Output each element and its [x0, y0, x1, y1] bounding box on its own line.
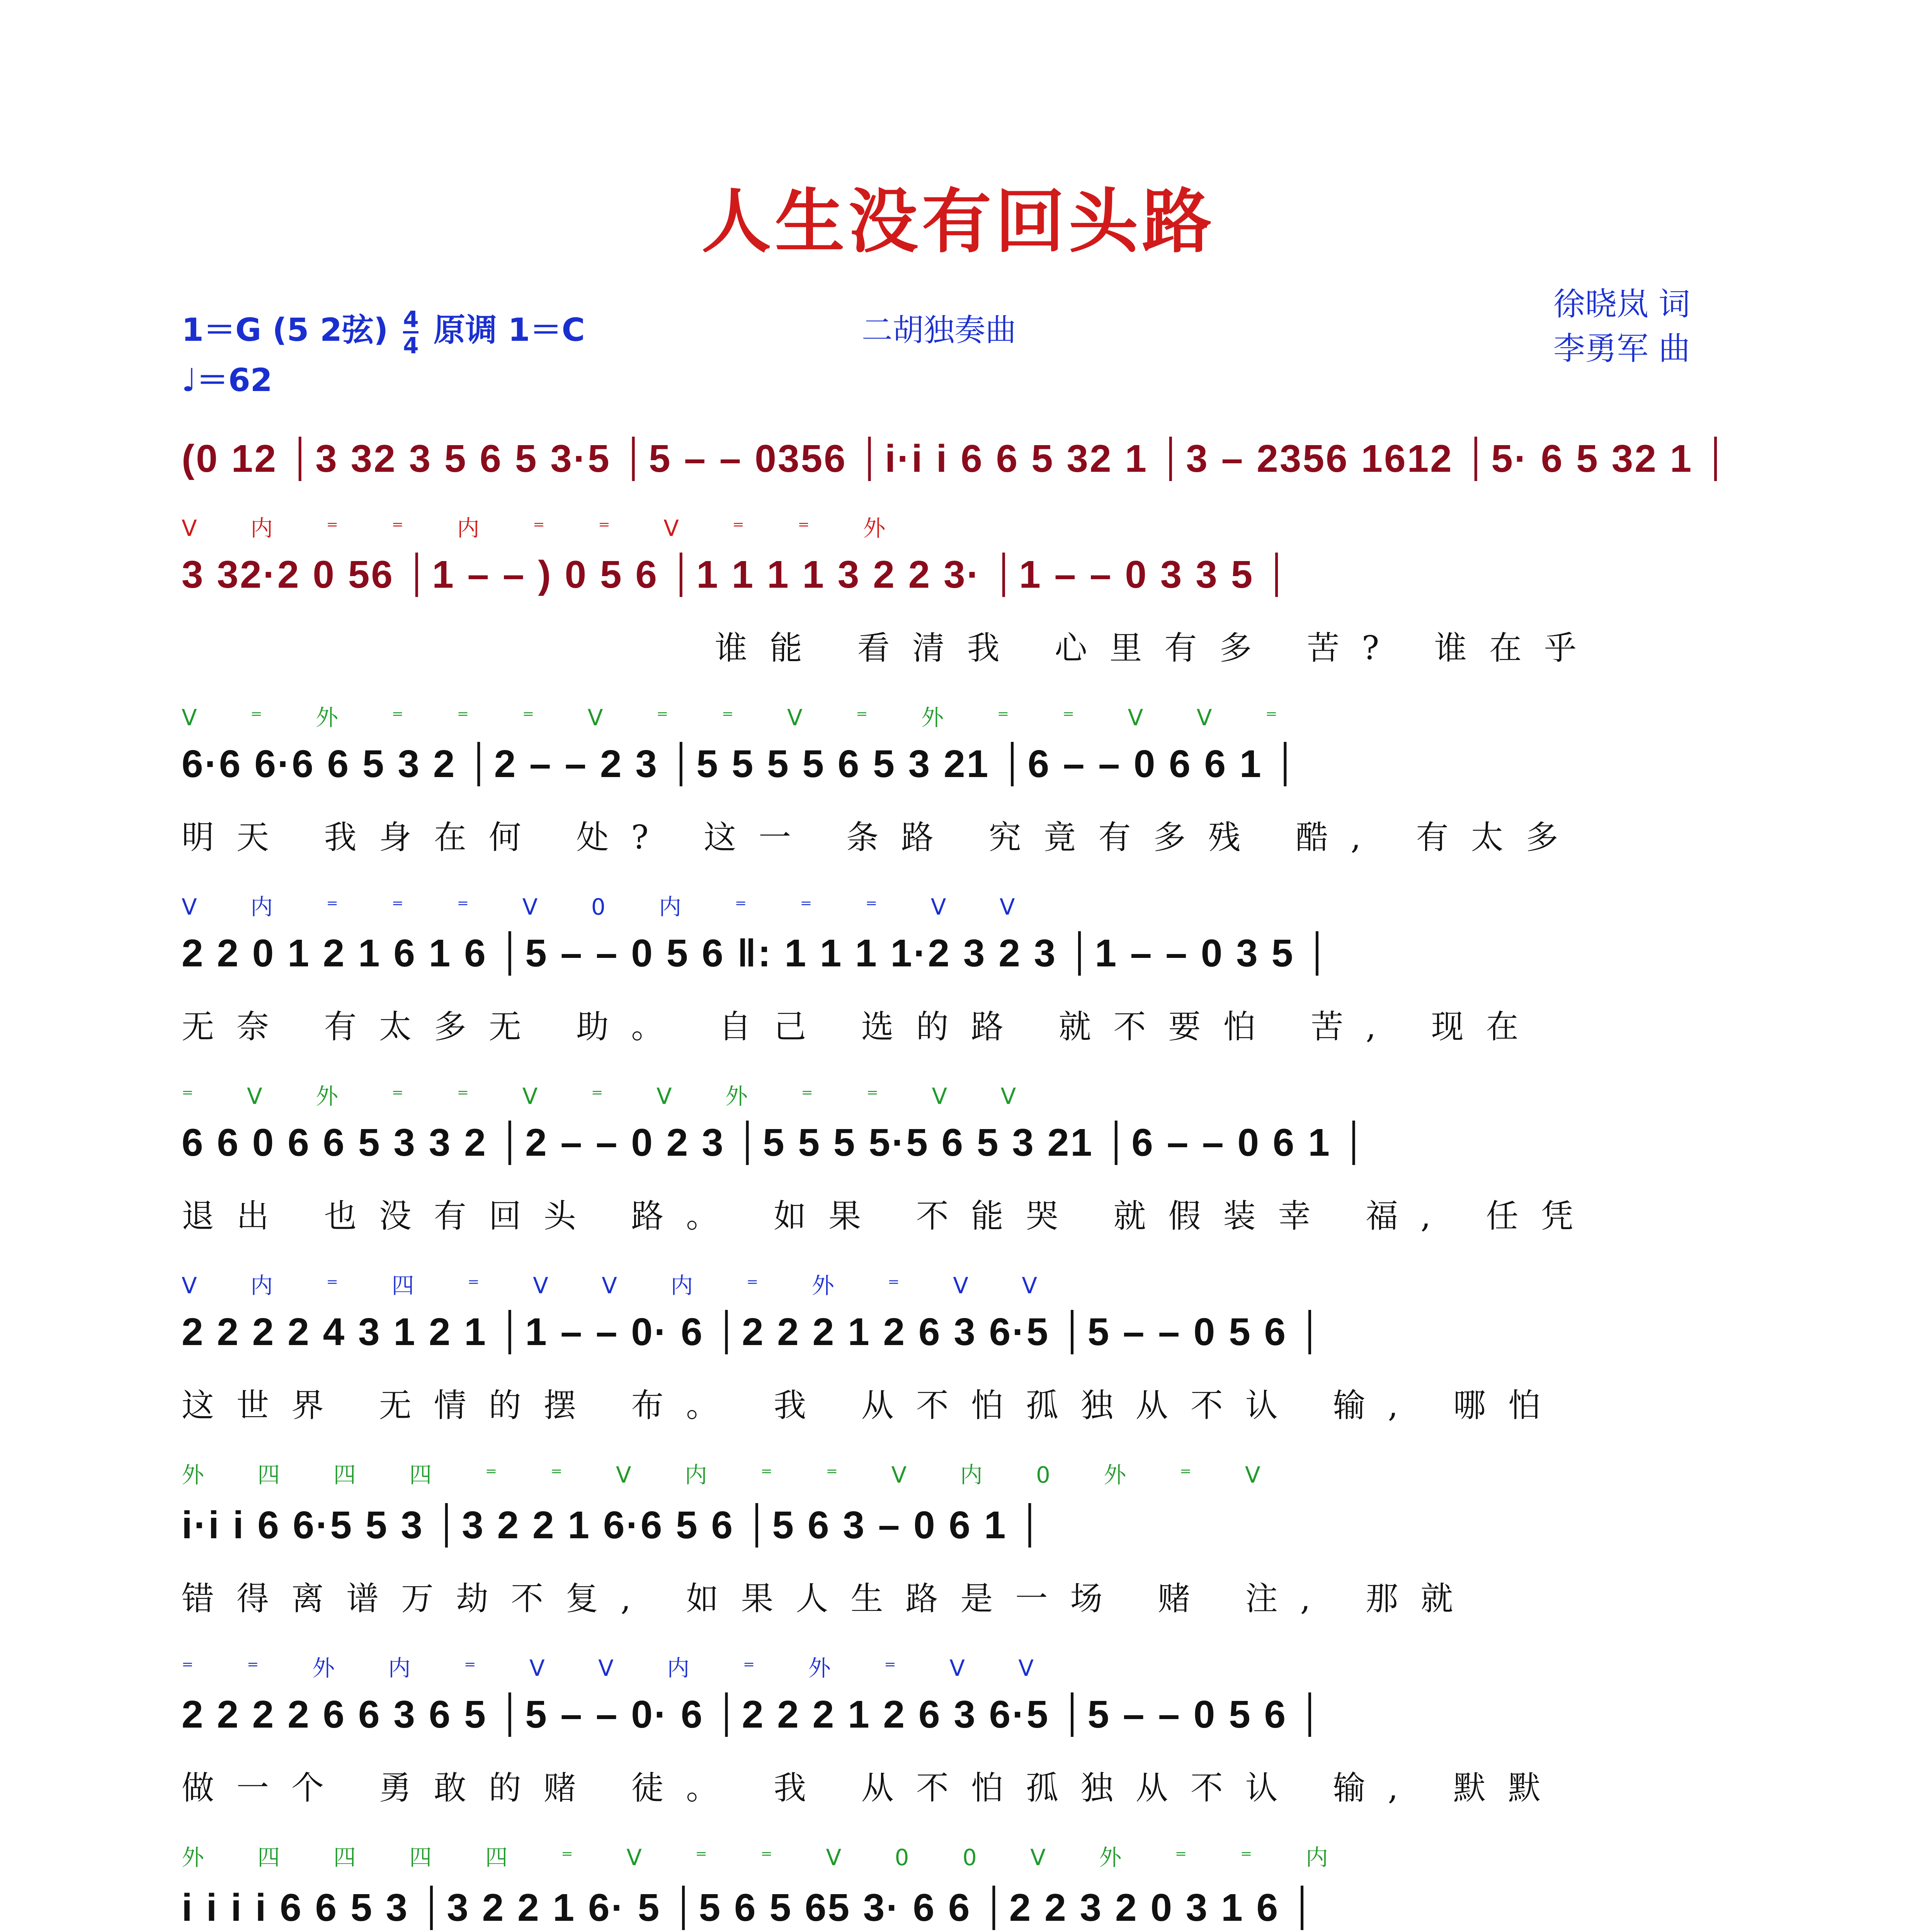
notation-line: i i i i 6 6 5 3 │3 2 2 1 6· 5 │5 6 5 65 3· 6 6 │2 2 3 2 0 3 1 6 │: [182, 1886, 1318, 1929]
notation-line: 6 6 0 6 6 5 3 3 2 │2 – – 0 2 3 │5 5 5 5·5 6 5 3 21 │6 – – 0 6 1 │: [182, 1121, 1369, 1164]
lyricist: 徐晓岚 词: [1553, 286, 1691, 323]
notation-line: 2 2 2 2 6 6 3 6 5 │5 – – 0· 6 │2 2 2 1 2 6 3 6·5 │5 – – 0 5 6 │: [182, 1693, 1325, 1736]
composer: 李勇军 曲: [1553, 330, 1691, 367]
system-9: [182, 1824, 1735, 1932]
credits: [1553, 282, 1690, 371]
lyrics-line: 无奈 有太多无 助。 自己 选的路 就不要怕 苦, 现在: [182, 1008, 1541, 1046]
bowing-marks: V 内 ⁼ ⁼ 内 ⁼ ⁼ V ⁼ ⁼ 外: [182, 515, 909, 541]
bowing-marks: V 内 ⁼ ⁼ ⁼ V 0 内 ⁼ ⁼ ⁼ V V: [182, 894, 1038, 920]
system-4: [182, 873, 1735, 1055]
bowing-marks: 外 四 四 四 四 ⁼ V ⁼ ⁼ V 0 0 V 外 ⁼ ⁼ 内: [182, 1844, 1351, 1871]
system-5: [182, 1063, 1735, 1244]
genre-label: 二胡独奏曲: [862, 312, 1016, 348]
bowing-marks: V ⁼ 外 ⁼ ⁼ ⁼ V ⁼ ⁼ V ⁼ 外 ⁼ ⁼ V V ⁼: [182, 704, 1301, 731]
system-8: [182, 1634, 1735, 1816]
key-signature-block: [182, 305, 585, 406]
bowing-marks: V 内 ⁼ 四 ⁼ V V 内 ⁼ 外 ⁼ V V: [182, 1272, 1061, 1299]
system-3: [182, 684, 1735, 866]
bowing-marks: ⁼ ⁼ 外 内 ⁼ V V 内 ⁼ 外 ⁼ V V: [182, 1655, 1057, 1681]
system-7: [182, 1441, 1735, 1627]
notation-line: 3 32·2 0 56 │1 – – ) 0 5 6 │1 1 1 1 3 2 2 3· │1 – – 0 3 3 5 │: [182, 553, 1292, 596]
lyrics-line: 做一个 勇敢的赌 徒。 我 从不怕孤独从不认 输, 默默: [182, 1769, 1563, 1807]
lyrics-line: 明天 我身在何 处? 这一 条路 究竟有多残 酷, 有太多: [182, 818, 1581, 856]
tempo: ♩＝62: [182, 362, 272, 399]
lyrics-line: 谁能 看清我 心里有多 苦? 谁在乎: [715, 629, 1599, 667]
key: 1＝G (5 2弦): [182, 312, 388, 349]
score-title: 人生没有回头路: [701, 181, 1216, 262]
notation-line: (0 12 │3 32 3 5 6 5 3·5 │5 – – 0356 │i·i i 6 6 5 32 1 │3 – 2356 1612 │5· 6 5 32 1 │: [182, 437, 1731, 480]
lyrics-line: 错得离谱万劫不复, 如果人生路是一场 赌 注, 那就: [182, 1580, 1476, 1617]
notation-line: i·i i 6 6·5 5 3 │3 2 2 1 6·6 5 6 │5 6 3 – 0 6 1 │: [182, 1503, 1045, 1547]
system-2: [182, 495, 1735, 676]
time-signature: $\frac{4}{4}$: [403, 306, 419, 359]
bowing-marks: 外 四 四 四 ⁼ ⁼ V 内 ⁼ ⁼ V 内 0 外 ⁼ V: [182, 1462, 1284, 1488]
original-key: 原调 1＝C: [434, 312, 585, 349]
system-6: [182, 1252, 1735, 1434]
notation-line: 6·6 6·6 6 5 3 2 │2 – – 2 3 │5 5 5 5 6 5 3 21 │6 – – 0 6 6 1 │: [182, 742, 1301, 786]
lyrics-line: 退出 也没有回头 路。 如果 不能哭 就假装幸 福, 任凭: [182, 1197, 1596, 1235]
bowing-marks: ⁼ V 外 ⁼ ⁼ V ⁼ V 外 ⁼ ⁼ V V: [182, 1083, 1039, 1109]
notation-line: 2 2 0 1 2 1 6 1 6 │5 – – 0 5 6 ‖: 1 1 1 1·2 3 2 3 │1 – – 0 3 5 │: [182, 932, 1333, 975]
notation-line: 2 2 2 2 4 3 1 2 1 │1 – – 0· 6 │2 2 2 1 2 6 3 6·5 │5 – – 0 5 6 │: [182, 1310, 1325, 1354]
lyrics-line: 这世界 无情的摆 布。 我 从不怕孤独从不认 输, 哪怕: [182, 1386, 1563, 1424]
